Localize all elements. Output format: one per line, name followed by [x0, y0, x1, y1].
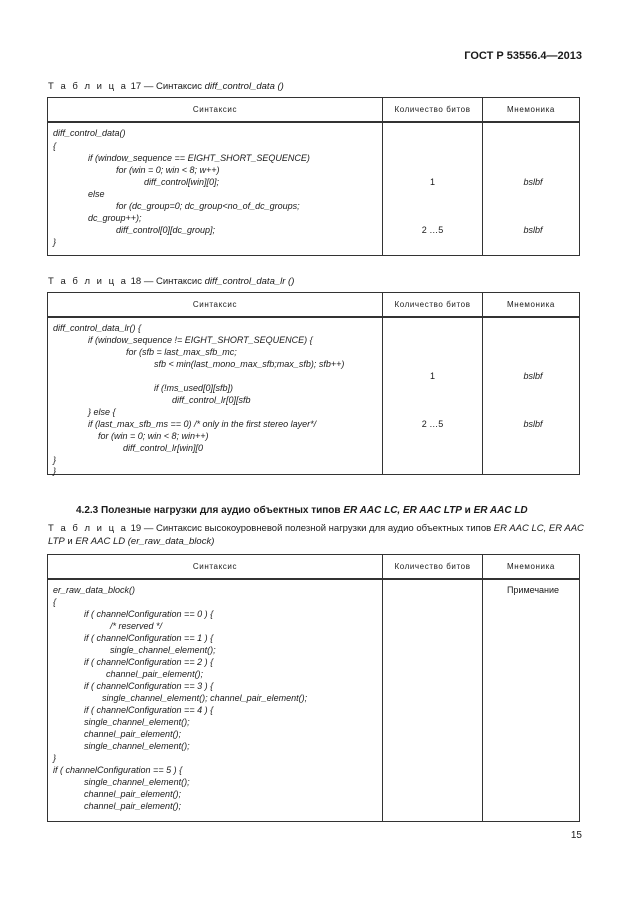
caption-name: diff_control_data () — [204, 81, 284, 92]
code-line: for (win = 0; win < 8; w++) — [116, 164, 220, 175]
bits-cell — [383, 317, 483, 475]
table-label: Т а б л и ц а — [48, 81, 128, 92]
syntax-cell — [48, 317, 383, 475]
section-types-b: ER AAC LD — [473, 505, 528, 516]
code-line: } — [53, 454, 57, 465]
bits-cell — [383, 122, 483, 256]
code-line: } — [53, 236, 57, 247]
code-line: dc_group++); — [88, 212, 142, 223]
caption-types: ER AAC LC, ER AAC — [493, 523, 584, 534]
col-syntax-header: Синтаксис — [48, 293, 383, 317]
table-18 — [47, 292, 580, 475]
caption-ltp: LTP — [48, 536, 65, 547]
table-17 — [47, 97, 580, 256]
code-line: diff_control[0][dc_group]; — [116, 224, 216, 235]
code-line: for (dc_group=0; dc_group<no_of_dc_groups; — [116, 200, 300, 211]
caption-line-2 — [48, 535, 584, 548]
bits-value: 2 …5 — [421, 418, 444, 429]
mnemonic-cell — [483, 579, 580, 822]
code-line: if ( channelConfiguration == 5 ) { — [53, 764, 183, 775]
table-19-caption — [48, 522, 584, 548]
code-line: for (sfb = last_max_sfb_mc; — [126, 346, 237, 357]
table-number: 18 — [130, 276, 142, 287]
bits-value: 1 — [429, 370, 435, 381]
col-syntax-header: Синтаксис — [48, 98, 383, 122]
col-bits-header: Количество битов — [383, 293, 483, 317]
code-line: if (!ms_used[0][sfb]) — [154, 382, 234, 393]
col-syntax-header: Синтаксис — [48, 555, 383, 579]
mnemonic-cell — [483, 122, 580, 256]
table-number: 19 — [130, 523, 142, 534]
mnemonic-value: bslbf — [523, 224, 543, 235]
code-line: channel_pair_element(); — [106, 668, 204, 679]
code-line: single_channel_element(); channel_pair_element(); — [102, 692, 308, 703]
code-line: single_channel_element(); — [110, 644, 216, 655]
code-line: diff_control_lr[win][0 — [123, 442, 204, 453]
code-line: single_channel_element(); — [84, 716, 190, 727]
mnemonic-cell — [483, 317, 580, 475]
code-line: } else { — [88, 406, 116, 417]
section-conj: и — [464, 505, 471, 516]
section-heading — [76, 505, 528, 516]
table-18-caption — [48, 275, 294, 288]
code-line: } — [53, 465, 57, 476]
code-line: { — [53, 140, 57, 151]
page-number: 15 — [570, 830, 582, 841]
code-line: channel_pair_element(); — [84, 788, 182, 799]
code-line: if ( channelConfiguration == 4 ) { — [84, 704, 214, 715]
code-line: diff_control_data_lr() { — [53, 322, 142, 333]
section-title-text: Полезные нагрузки для аудио объектных типов — [101, 505, 341, 516]
mnemonic-value: bslbf — [523, 418, 543, 429]
caption-dash: — Синтаксис — [143, 276, 202, 287]
table-label: Т а б л и ц а — [48, 523, 128, 534]
code-line: if (last_max_sfb_ms == 0) /* only in the first stereo layer*/ — [88, 418, 317, 429]
code-line: if (window_sequence != EIGHT_SHORT_SEQUENCE) { — [88, 334, 313, 345]
col-bits-header: Количество битов — [383, 555, 483, 579]
code-line: for (win = 0; win < 8; win++) — [98, 430, 209, 441]
caption-line-1 — [48, 522, 584, 535]
code-line: if ( channelConfiguration == 3 ) { — [84, 680, 214, 691]
code-line: } — [53, 752, 57, 763]
mnemonic-value: bslbf — [523, 370, 543, 381]
code-line: else — [88, 188, 105, 199]
code-line: diff_control_data() — [53, 127, 126, 138]
code-line: if ( channelConfiguration == 2 ) { — [84, 656, 214, 667]
table-number: 17 — [130, 81, 142, 92]
bits-value: 1 — [429, 176, 435, 187]
table-17-caption — [48, 80, 284, 93]
standard-header: ГОСТ Р 53556.4—2013 — [464, 50, 582, 62]
syntax-cell — [48, 122, 383, 256]
code-line: { — [53, 596, 57, 607]
table-19 — [47, 554, 580, 822]
mnemonic-value: bslbf — [523, 176, 543, 187]
code-line: /* reserved */ — [110, 620, 163, 631]
table-label: Т а б л и ц а — [48, 276, 128, 287]
code-line: channel_pair_element(); — [84, 800, 182, 811]
code-line: channel_pair_element(); — [84, 728, 182, 739]
bits-cell — [383, 579, 483, 822]
code-line: diff_control[win][0]; — [144, 176, 220, 187]
caption-name: diff_control_data_lr () — [204, 276, 295, 287]
bits-value: 2 …5 — [421, 224, 444, 235]
col-mnemonic-header: Мнемоника — [483, 293, 580, 317]
note-text: Примечание — [506, 584, 560, 595]
code-line: single_channel_element(); — [84, 776, 190, 787]
code-line: er_raw_data_block() — [53, 584, 136, 595]
syntax-cell — [48, 579, 383, 822]
col-mnemonic-header: Мнемоника — [483, 555, 580, 579]
code-line: diff_control_lr[0][sfb — [172, 394, 251, 405]
section-types-a: ER AAC LC, ER AAC LTP — [343, 505, 462, 516]
caption-dash: — Синтаксис высокоуровневой полезной нагрузки для аудио объектных типов — [143, 523, 492, 534]
col-mnemonic-header: Мнемоника — [483, 98, 580, 122]
caption-name: ER AAC LD (er_raw_data_block) — [75, 536, 215, 547]
code-line: single_channel_element(); — [84, 740, 190, 751]
section-number: 4.2.3 — [76, 505, 99, 516]
code-line: if ( channelConfiguration == 0 ) { — [84, 608, 214, 619]
code-line: if ( channelConfiguration == 1 ) { — [84, 632, 214, 643]
caption-and: и — [67, 536, 73, 547]
col-bits-header: Количество битов — [383, 98, 483, 122]
code-line: if (window_sequence == EIGHT_SHORT_SEQUENCE) — [88, 152, 310, 163]
caption-dash: — Синтаксис — [143, 81, 202, 92]
code-line: sfb < min(last_mono_max_sfb;max_sfb); sfb++) — [154, 358, 345, 369]
